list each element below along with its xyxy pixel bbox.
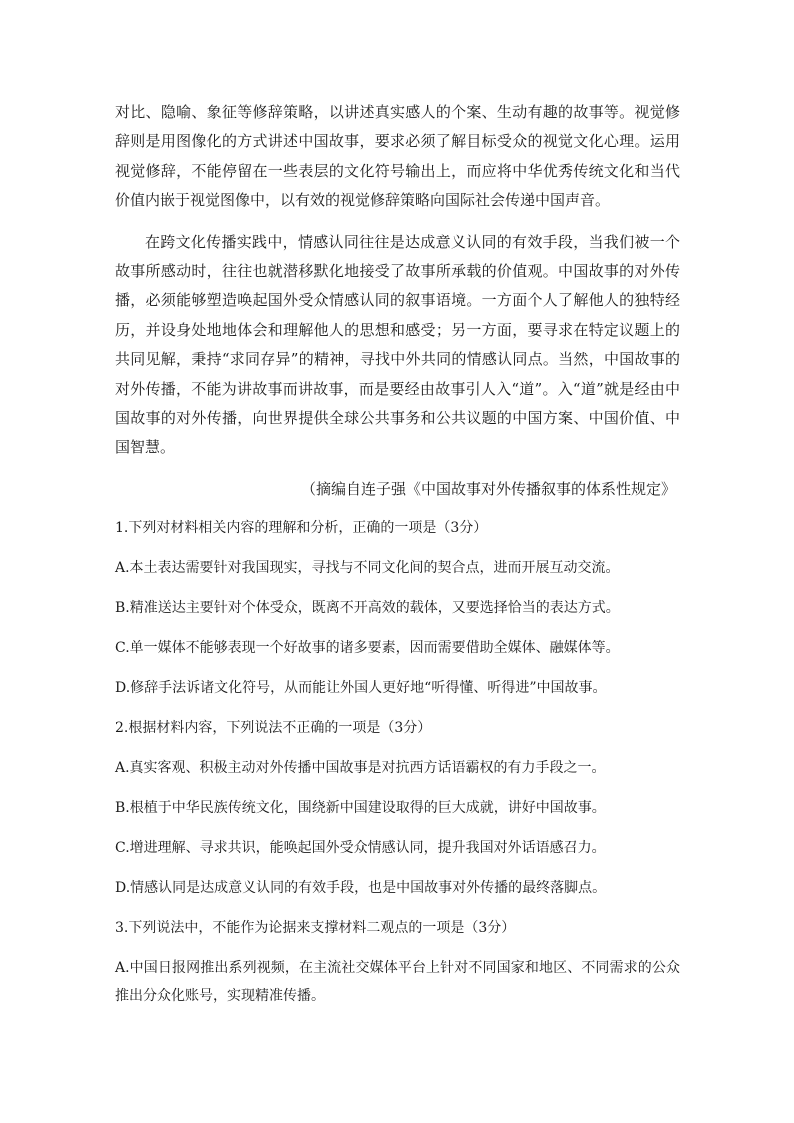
document-page bbox=[115, 98, 680, 1010]
question-2-option-d: D.情感认同是达成意义认同的有效手段，也是中国故事对外传播的最终落脚点。 bbox=[115, 880, 607, 897]
passage-paragraph-2: 在跨文化传播实践中，情感认同往往是达成意义认同的有效手段，当我们被一个故事所感动时，往往也就潜移默化地接受了故事所承载的价值观。中国故事的对外传播，必须能够塑造唤起国外受众情感认同的叙事语境。一方面个人了解他人的独特经历，并设身处地地体会和理解他人的思想和感受；另一方面，要寻求在特定议题上的共同见解，秉持“求同存异”的精神，寻找中外共同的情感认同点。当然，中国故事的对外传播，不能为讲故事而讲故事，而是要经由故事引人入“道”。入“道”就是经由中国故事的对外传播，向世界提供全球公共事务和公共议题的中国方案、中国价值、中国智慧。 bbox=[115, 232, 680, 457]
question-2-option-c: C.增进理解、寻求共识，能唤起国外受众情感认同，提升我国对外话语感召力。 bbox=[115, 840, 606, 857]
question-1-option-a: A.本土表达需要针对我国现实，寻找与不同文化间的契合点，进而开展互动交流。 bbox=[115, 560, 620, 577]
question-1-stem: 1.下列对材料相关内容的理解和分析，正确的一项是（3分） bbox=[115, 520, 488, 537]
question-2-option-a: A.真实客观、积极主动对外传播中国故事是对抗西方话语霸权的有力手段之一。 bbox=[115, 760, 606, 777]
question-2-option-b: B.根植于中华民族传统文化，围绕新中国建设取得的巨大成就，讲好中国故事。 bbox=[115, 800, 606, 817]
question-1-option-c: C.单一媒体不能够表现一个好故事的诸多要素，因而需要借助全媒体、融媒体等。 bbox=[115, 640, 620, 657]
question-1-option-d: D.修辞手法诉诸文化符号，从而能让外国人更好地“听得懂、听得进”中国故事。 bbox=[115, 680, 607, 697]
passage-paragraph-1: 对比、隐喻、象征等修辞策略，以讲述真实感人的个案、生动有趣的故事等。视觉修辞则是用图像化的方式讲述中国故事，要求必须了解目标受众的视觉文化心理。运用视觉修辞，不能停留在一些表层的文化符号输出上，而应将中华优秀传统文化和当代价值内嵌于视觉图像中，以有效的视觉修辞策略向国际社会传递中国声音。 bbox=[115, 103, 680, 210]
question-3-option-a: A.中国日报网推出系列视频，在主流社交媒体平台上针对不同国家和地区、不同需求的公众推出分众化账号，实现精准传播。 bbox=[115, 960, 680, 1005]
question-2-stem: 2.根据材料内容，下列说法不正确的一项是（3分） bbox=[115, 720, 432, 737]
question-1-option-b: B.精准送达主要针对个体受众，既离不开高效的载体，又要选择恰当的表达方式。 bbox=[115, 600, 620, 617]
question-3-stem: 3.下列说法中，不能作为论据来支撑材料二观点的一项是（3分） bbox=[115, 920, 516, 937]
passage-source: （摘编自连子强《中国故事对外传播叙事的体系性规定》 bbox=[300, 479, 676, 498]
